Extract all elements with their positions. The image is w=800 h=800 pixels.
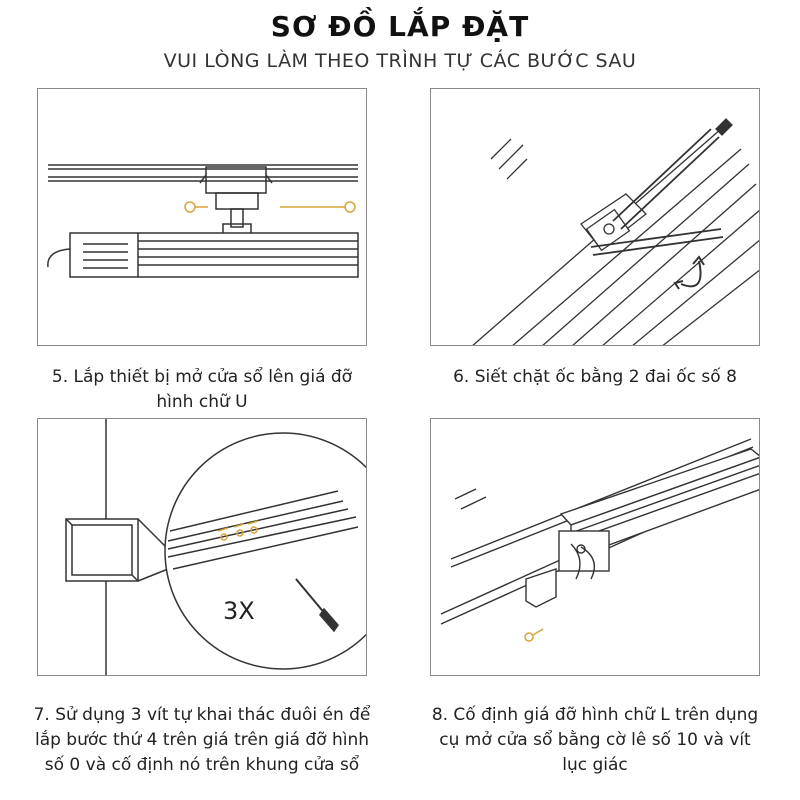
step-6-illustration — [430, 88, 760, 346]
caption-line: lục giác — [562, 755, 628, 775]
step-5-illustration — [37, 88, 367, 346]
page-title: SƠ ĐỒ LẮP ĐẶT — [270, 10, 530, 43]
screw-fixing-drawing — [38, 419, 367, 676]
caption-line: 8. Cố định giá đỡ hình chữ L trên dụng — [431, 705, 759, 725]
screw-count-label: 3X — [223, 597, 255, 625]
step-8-caption — [415, 703, 775, 778]
caption-line: 6. Siết chặt ốc bằng 2 đai ốc số 8 — [453, 367, 737, 387]
caption-line: 7. Sử dụng 3 vít tự khai thác đuôi én để — [33, 705, 371, 725]
page-subtitle: VUI LÒNG LÀM THEO TRÌNH TỰ CÁC BƯỚC SAU — [163, 50, 637, 72]
step-7-caption — [17, 703, 387, 778]
step-5-caption — [27, 365, 377, 415]
caption-line: 5. Lắp thiết bị mở cửa sổ lên giá đỡ — [51, 367, 353, 387]
l-bracket-fixing-drawing — [431, 419, 760, 676]
caption-line: cụ mở cửa sổ bằng cờ lê số 10 và vít — [439, 730, 751, 750]
caption-line: số 0 và cố định nó trên khung cửa sổ — [44, 755, 360, 775]
u-bracket-mounting-drawing — [38, 89, 367, 346]
step-7-illustration — [37, 418, 367, 676]
nut-tightening-drawing — [431, 89, 760, 346]
step-8-illustration — [430, 418, 760, 676]
caption-line: lắp bước thứ 4 trên giá trên giá đỡ hình — [34, 730, 370, 750]
caption-line: hình chữ U — [156, 392, 248, 412]
step-6-caption — [420, 365, 770, 390]
